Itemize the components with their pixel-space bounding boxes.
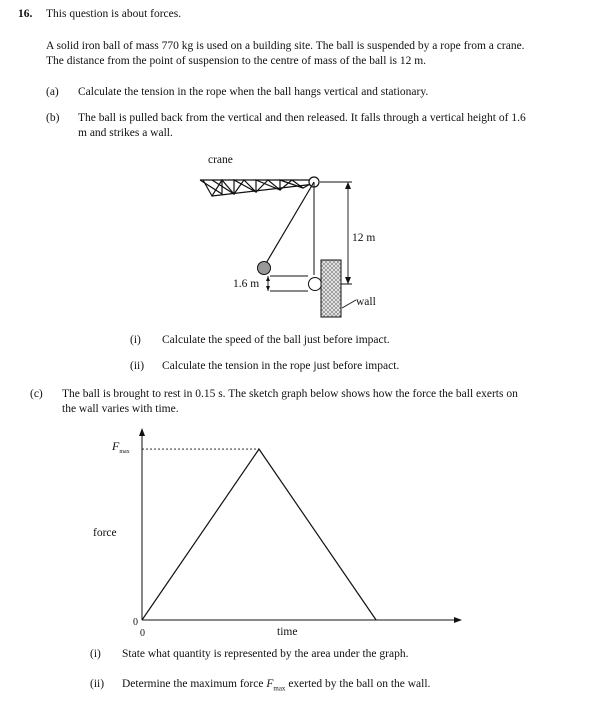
crane-label: crane xyxy=(208,154,233,166)
question-number: 16. xyxy=(18,8,33,20)
part-b-i-label: (i) xyxy=(130,334,141,346)
part-b-text-line-1: The ball is pulled back from the vertical and then released. It falls through a vertical height of 1.6 xyxy=(78,112,526,124)
wall-label: wall xyxy=(356,296,376,308)
part-c-ii-label: (ii) xyxy=(90,678,105,690)
force-time-graph xyxy=(0,420,609,640)
iron-ball xyxy=(258,262,271,275)
part-b-label: (b) xyxy=(46,112,60,124)
question-heading: This question is about forces. xyxy=(46,8,182,20)
part-a-label: (a) xyxy=(46,86,59,98)
x-axis-label: time xyxy=(277,626,298,638)
wall xyxy=(321,260,341,317)
crane-jib xyxy=(200,180,315,196)
intro-line-1: A solid iron ball of mass 770 kg is used on a building site. The ball is suspended by a rope from a crane. xyxy=(46,40,525,52)
x-origin-label: 0 xyxy=(140,628,145,639)
part-b-ii-label: (ii) xyxy=(130,360,145,372)
force-series-line xyxy=(142,449,376,620)
ball-lowest-position xyxy=(309,278,322,291)
part-b-ii-text: Calculate the tension in the rope just before impact. xyxy=(162,360,400,372)
height-label: 1.6 m xyxy=(233,278,260,290)
part-b-i-text: Calculate the speed of the ball just before impact. xyxy=(162,334,390,346)
rope-displaced xyxy=(265,182,314,265)
part-c-label: (c) xyxy=(30,388,43,400)
part-c-text-line-2: the wall varies with time. xyxy=(62,403,179,415)
crane-diagram xyxy=(0,0,609,340)
length-label: 12 m xyxy=(352,232,376,244)
y-axis-label: force xyxy=(93,527,117,539)
part-c-i-text: State what quantity is represented by the area under the graph. xyxy=(122,648,409,660)
part-b-text-line-2: m and strikes a wall. xyxy=(78,127,173,139)
part-a-text: Calculate the tension in the rope when the ball hangs vertical and stationary. xyxy=(78,86,429,98)
part-c-ii-text: Determine the maximum force $F_{max}$ exerted by the ball on the wall. xyxy=(122,678,431,693)
part-c-text-line-1: The ball is brought to rest in 0.15 s. The sketch graph below shows how the force the ball exerts on xyxy=(62,388,518,400)
intro-line-2: The distance from the point of suspension to the centre of mass of the ball is 12 m. xyxy=(46,55,427,67)
y-origin-label: 0 xyxy=(133,617,138,628)
y-max-label: $F_{max}$ xyxy=(112,439,130,455)
part-c-i-label: (i) xyxy=(90,648,101,660)
